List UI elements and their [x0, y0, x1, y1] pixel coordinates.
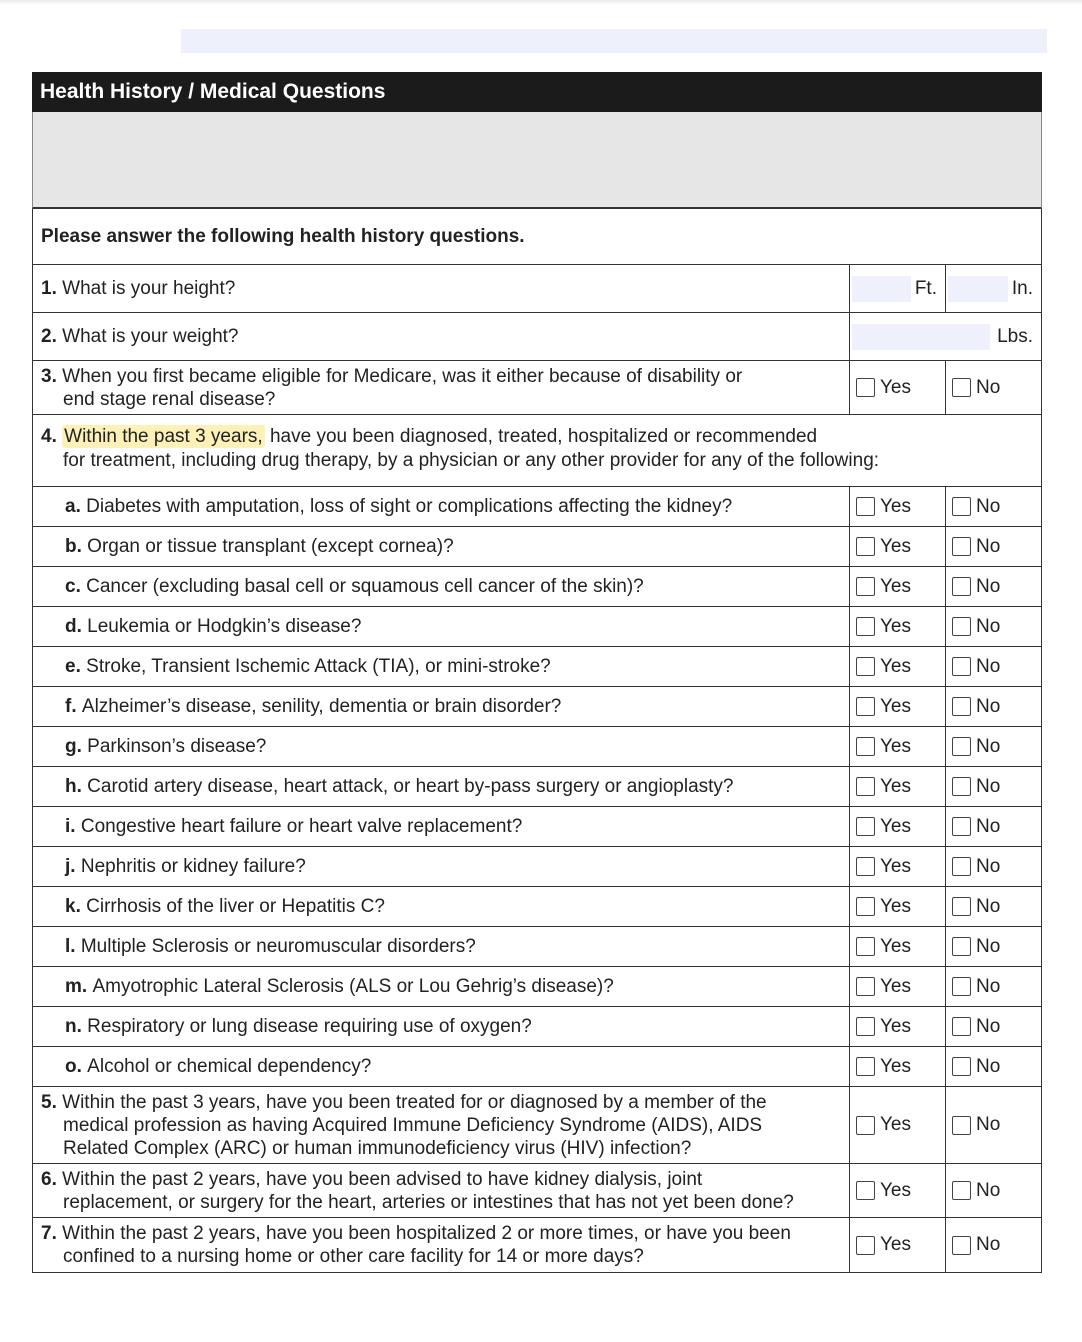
- question-6-number: 6.: [41, 1168, 57, 1190]
- subquestion-letter: e.: [65, 656, 81, 677]
- subquestion-letter: g.: [65, 736, 82, 757]
- subquestion-text: Respiratory or lung disease requiring use of oxygen?: [87, 1016, 532, 1037]
- no-label: No: [976, 655, 1001, 677]
- question-7-text-cont: confined to a nursing home or other care facility for 14 or more days?: [63, 1246, 644, 1267]
- checkbox-icon: [856, 777, 875, 796]
- page-top-edge: [0, 0, 1082, 5]
- inches-unit-label: In.: [1011, 277, 1033, 299]
- yes-cell: [849, 1007, 945, 1046]
- yes-label: Yes: [880, 495, 911, 517]
- no-checkbox[interactable]: [946, 656, 1000, 678]
- question-1: [33, 265, 849, 312]
- subquestion-text: Cancer (excluding basal cell or squamous cell cancer of the skin)?: [86, 576, 644, 597]
- yes-label: Yes: [880, 1015, 911, 1037]
- yes-checkbox[interactable]: [850, 616, 911, 638]
- subquestion-text: Multiple Sclerosis or neuromuscular disorders?: [80, 936, 476, 957]
- question-5-text-cont2: Related Complex (ARC) or human immunodeficiency virus (HIV) infection?: [63, 1137, 692, 1159]
- yes-checkbox[interactable]: [850, 936, 911, 958]
- subquestion-row: [32, 1007, 1042, 1047]
- subquestion: [33, 1047, 849, 1086]
- subquestion: [33, 527, 849, 566]
- no-checkbox[interactable]: [946, 1056, 1000, 1078]
- no-checkbox[interactable]: [946, 696, 1000, 718]
- question-5-row: [32, 1087, 1042, 1164]
- yes-label: Yes: [880, 935, 911, 957]
- yes-cell: [849, 607, 945, 646]
- no-cell: [945, 647, 1041, 686]
- no-label: No: [976, 535, 1001, 557]
- checkbox-icon: [952, 497, 971, 516]
- yes-checkbox[interactable]: [850, 896, 911, 918]
- yes-label: Yes: [880, 1114, 911, 1135]
- question-7-row: [32, 1218, 1042, 1273]
- no-cell: [945, 1007, 1041, 1046]
- yes-checkbox[interactable]: [850, 856, 911, 878]
- checkbox-icon: [856, 977, 875, 996]
- checkbox-icon: [856, 817, 875, 836]
- q6-no-cell: [945, 1164, 1041, 1217]
- checkbox-icon: [952, 378, 971, 397]
- subquestion-row: [32, 847, 1042, 887]
- checkbox-icon: [856, 937, 875, 956]
- checkbox-icon: [952, 537, 971, 556]
- no-checkbox[interactable]: [946, 536, 1000, 558]
- no-cell: [945, 927, 1041, 966]
- question-6: [33, 1164, 849, 1217]
- subquestion-letter: i.: [65, 816, 76, 837]
- checkbox-icon: [952, 1017, 971, 1036]
- yes-cell: [849, 1047, 945, 1086]
- q7-yes-checkbox[interactable]: [850, 1234, 911, 1256]
- subquestion-letter: a.: [65, 496, 81, 517]
- checkbox-icon: [952, 657, 971, 676]
- q3-no-checkbox[interactable]: [946, 377, 1000, 399]
- subquestion-row: [32, 647, 1042, 687]
- subquestion-letter: c.: [65, 576, 81, 597]
- question-4-subitems: [32, 487, 1042, 1087]
- checkbox-icon: [856, 1236, 875, 1255]
- checkbox-icon: [952, 577, 971, 596]
- yes-cell: [849, 967, 945, 1006]
- subquestion-row: [32, 567, 1042, 607]
- question-4-number: 4.: [41, 426, 57, 447]
- subquestion-text: Alzheimer’s disease, senility, dementia or brain disorder?: [81, 696, 562, 717]
- checkbox-icon: [952, 937, 971, 956]
- yes-checkbox[interactable]: [850, 736, 911, 758]
- subquestion-text: Congestive heart failure or heart valve replacement?: [80, 816, 523, 837]
- no-checkbox[interactable]: [946, 776, 1000, 798]
- checkbox-icon: [856, 537, 875, 556]
- no-label: No: [976, 615, 1001, 637]
- no-checkbox[interactable]: [946, 936, 1000, 958]
- checkbox-icon: [952, 737, 971, 756]
- yes-label: Yes: [880, 895, 911, 917]
- yes-checkbox[interactable]: [850, 776, 911, 798]
- yes-label: Yes: [880, 815, 911, 837]
- height-feet-input[interactable]: [852, 276, 911, 302]
- no-cell: [945, 1047, 1041, 1086]
- q6-no-checkbox[interactable]: [946, 1180, 1000, 1202]
- question-1-number: 1.: [41, 278, 57, 299]
- weight-input[interactable]: [852, 324, 990, 350]
- subquestion: [33, 607, 849, 646]
- question-4-row: [32, 415, 1042, 487]
- checkbox-icon: [952, 1181, 971, 1200]
- yes-label: Yes: [880, 1234, 911, 1255]
- yes-cell: [849, 847, 945, 886]
- no-checkbox[interactable]: [946, 616, 1000, 638]
- question-4-text: have you been diagnosed, treated, hospitalized or recommended: [264, 426, 818, 447]
- yes-label: Yes: [880, 535, 911, 557]
- yes-cell: [849, 727, 945, 766]
- subquestion: [33, 807, 849, 846]
- checkbox-icon: [952, 977, 971, 996]
- no-cell: [945, 847, 1041, 886]
- feet-unit-label: Ft.: [914, 277, 937, 299]
- no-label: No: [976, 815, 1001, 837]
- checkbox-icon: [856, 1116, 875, 1135]
- no-checkbox[interactable]: [946, 1016, 1000, 1038]
- checkbox-icon: [952, 1116, 971, 1135]
- no-cell: [945, 487, 1041, 526]
- yes-checkbox[interactable]: [850, 816, 911, 838]
- subquestion-letter: h.: [65, 776, 82, 797]
- subquestion-row: [32, 887, 1042, 927]
- q7-no-checkbox[interactable]: [946, 1234, 1000, 1256]
- yes-label: Yes: [880, 1179, 911, 1201]
- question-6-text-cont: replacement, or surgery for the heart, arteries or intestines that has not yet been done?: [63, 1191, 794, 1213]
- no-label: No: [976, 695, 1001, 717]
- yes-label: Yes: [880, 855, 911, 877]
- no-checkbox[interactable]: [946, 736, 1000, 758]
- question-7-text: Within the past 2 years, have you been hospitalized 2 or more times, or have you been: [62, 1223, 791, 1244]
- checkbox-icon: [856, 697, 875, 716]
- subquestion-letter: m.: [65, 976, 88, 997]
- checkbox-icon: [856, 1017, 875, 1036]
- subquestion-text: Parkinson’s disease?: [87, 736, 267, 757]
- yes-checkbox[interactable]: [850, 976, 911, 998]
- subquestion-row: [32, 727, 1042, 767]
- subquestion-letter: n.: [65, 1016, 82, 1037]
- no-cell: [945, 887, 1041, 926]
- no-label: No: [976, 935, 1001, 957]
- subquestion-text: Leukemia or Hodgkin’s disease?: [87, 616, 362, 637]
- q7-yes-cell: [849, 1218, 945, 1272]
- no-label: No: [976, 1015, 1001, 1037]
- question-4-highlight: Within the past 3 years,: [64, 426, 263, 447]
- subquestion-row: [32, 807, 1042, 847]
- question-3-text-cont: end stage renal disease?: [63, 388, 276, 410]
- question-7: [33, 1218, 849, 1272]
- checkbox-icon: [856, 1181, 875, 1200]
- yes-cell: [849, 567, 945, 606]
- yes-label: Yes: [880, 615, 911, 637]
- yes-cell: [849, 647, 945, 686]
- q5-no-checkbox[interactable]: [946, 1114, 1000, 1136]
- q6-yes-cell: [849, 1164, 945, 1217]
- checkbox-icon: [856, 577, 875, 596]
- height-inches-cell: [945, 265, 1041, 312]
- subquestion: [33, 1007, 849, 1046]
- checkbox-icon: [856, 737, 875, 756]
- subquestion-row: [32, 487, 1042, 527]
- no-label: No: [976, 1234, 1001, 1255]
- subquestion-row: [32, 927, 1042, 967]
- question-2-text: What is your weight?: [62, 326, 239, 347]
- yes-cell: [849, 807, 945, 846]
- no-label: No: [976, 575, 1001, 597]
- subquestion-row: [32, 527, 1042, 567]
- yes-label: Yes: [880, 376, 911, 398]
- yes-cell: [849, 927, 945, 966]
- no-label: No: [976, 735, 1001, 757]
- q5-yes-cell: [849, 1087, 945, 1163]
- subquestion: [33, 487, 849, 526]
- question-2-row: [32, 313, 1042, 361]
- no-label: No: [976, 1114, 1001, 1135]
- yes-checkbox[interactable]: [850, 536, 911, 558]
- question-5: [33, 1087, 849, 1163]
- yes-checkbox[interactable]: [850, 576, 911, 598]
- question-4-text-cont: for treatment, including drug therapy, by a physician or any other provider for any of the following:: [63, 450, 880, 471]
- subquestion-text: Amyotrophic Lateral Sclerosis (ALS or Lou Gehrig’s disease)?: [92, 976, 614, 997]
- yes-cell: [849, 487, 945, 526]
- subquestion-row: [32, 967, 1042, 1007]
- subquestion-letter: b.: [65, 536, 82, 557]
- instructions: Please answer the following health history questions.: [32, 209, 1042, 265]
- yes-checkbox[interactable]: [850, 656, 911, 678]
- no-cell: [945, 567, 1041, 606]
- question-7-number: 7.: [41, 1223, 57, 1244]
- yes-label: Yes: [880, 975, 911, 997]
- yes-label: Yes: [880, 775, 911, 797]
- no-label: No: [976, 975, 1001, 997]
- checkbox-icon: [856, 657, 875, 676]
- yes-checkbox[interactable]: [850, 1016, 911, 1038]
- no-label: No: [976, 376, 1001, 398]
- top-text-field[interactable]: [181, 29, 1047, 53]
- no-cell: [945, 687, 1041, 726]
- checkbox-icon: [952, 817, 971, 836]
- question-5-number: 5.: [41, 1091, 57, 1113]
- question-2: [33, 313, 849, 360]
- no-checkbox[interactable]: [946, 976, 1000, 998]
- subquestion-text: Stroke, Transient Ischemic Attack (TIA), or mini-stroke?: [86, 656, 551, 677]
- question-2-number: 2.: [41, 326, 57, 347]
- checkbox-icon: [952, 1057, 971, 1076]
- subquestion-text: Diabetes with amputation, loss of sight or complications affecting the kidney?: [86, 496, 733, 517]
- yes-cell: [849, 687, 945, 726]
- subquestion: [33, 567, 849, 606]
- yes-cell: [849, 767, 945, 806]
- subquestion: [33, 847, 849, 886]
- question-6-row: [32, 1164, 1042, 1218]
- checkbox-icon: [856, 497, 875, 516]
- subquestion-text: Nephritis or kidney failure?: [80, 856, 306, 877]
- subquestion-letter: k.: [65, 896, 81, 917]
- q5-yes-checkbox[interactable]: [850, 1114, 911, 1136]
- no-checkbox[interactable]: [946, 496, 1000, 518]
- weight-cell: [849, 313, 1041, 360]
- section-info-box: [32, 112, 1042, 209]
- no-checkbox[interactable]: [946, 856, 1000, 878]
- checkbox-icon: [952, 617, 971, 636]
- no-checkbox[interactable]: [946, 576, 1000, 598]
- question-3-row: [32, 361, 1042, 415]
- q5-no-cell: [945, 1087, 1041, 1163]
- health-history-form: [32, 72, 1042, 1273]
- no-cell: [945, 967, 1041, 1006]
- question-5-text-cont: medical profession as having Acquired Immune Deficiency Syndrome (AIDS), AIDS: [63, 1114, 763, 1136]
- subquestion-letter: f.: [65, 696, 77, 717]
- question-4: [33, 415, 887, 486]
- checkbox-icon: [856, 1057, 875, 1076]
- subquestion: [33, 927, 849, 966]
- yes-checkbox[interactable]: [850, 1056, 911, 1078]
- no-checkbox[interactable]: [946, 896, 1000, 918]
- subquestion-letter: o.: [65, 1056, 82, 1077]
- subquestion: [33, 767, 849, 806]
- yes-label: Yes: [880, 655, 911, 677]
- subquestion: [33, 727, 849, 766]
- yes-checkbox[interactable]: [850, 696, 911, 718]
- no-cell: [945, 767, 1041, 806]
- subquestion-text: Organ or tissue transplant (except cornea)?: [87, 536, 454, 557]
- subquestion-row: [32, 687, 1042, 727]
- checkbox-icon: [952, 777, 971, 796]
- yes-label: Yes: [880, 575, 911, 597]
- question-3: [33, 361, 849, 414]
- yes-cell: [849, 527, 945, 566]
- checkbox-icon: [952, 857, 971, 876]
- no-cell: [945, 607, 1041, 646]
- subquestion-row: [32, 767, 1042, 807]
- subquestion-text: Alcohol or chemical dependency?: [87, 1056, 372, 1077]
- no-label: No: [976, 855, 1001, 877]
- subquestion-letter: d.: [65, 616, 82, 637]
- pounds-unit-label: Lbs.: [997, 325, 1033, 347]
- q3-yes-cell: [849, 361, 945, 414]
- subquestion-text: Cirrhosis of the liver or Hepatitis C?: [86, 896, 385, 917]
- question-5-text: Within the past 3 years, have you been treated for or diagnosed by a member of the: [62, 1091, 767, 1113]
- subquestion: [33, 687, 849, 726]
- question-3-text: When you first became eligible for Medicare, was it either because of disability or: [62, 365, 743, 387]
- no-label: No: [976, 775, 1001, 797]
- subquestion-row: [32, 1047, 1042, 1087]
- yes-label: Yes: [880, 735, 911, 757]
- subquestion-text: Carotid artery disease, heart attack, or heart by-pass surgery or angioplasty?: [87, 776, 734, 797]
- no-checkbox[interactable]: [946, 816, 1000, 838]
- height-feet-cell: [849, 265, 945, 312]
- q6-yes-checkbox[interactable]: [850, 1180, 911, 1202]
- section-title: Health History / Medical Questions: [32, 72, 1042, 112]
- subquestion: [33, 647, 849, 686]
- no-cell: [945, 527, 1041, 566]
- no-label: No: [976, 495, 1001, 517]
- question-1-row: [32, 265, 1042, 313]
- subquestion-letter: l.: [65, 936, 76, 957]
- no-cell: [945, 727, 1041, 766]
- checkbox-icon: [952, 897, 971, 916]
- checkbox-icon: [952, 697, 971, 716]
- q7-no-cell: [945, 1218, 1041, 1272]
- no-label: No: [976, 1179, 1001, 1201]
- yes-cell: [849, 887, 945, 926]
- subquestion-row: [32, 607, 1042, 647]
- yes-label: Yes: [880, 695, 911, 717]
- question-6-text: Within the past 2 years, have you been advised to have kidney dialysis, joint: [62, 1168, 703, 1190]
- subquestion-letter: j.: [65, 856, 76, 877]
- q3-yes-checkbox[interactable]: [850, 377, 911, 399]
- yes-checkbox[interactable]: [850, 496, 911, 518]
- subquestion: [33, 967, 849, 1006]
- checkbox-icon: [952, 1236, 971, 1255]
- checkbox-icon: [856, 378, 875, 397]
- question-3-number: 3.: [41, 365, 57, 387]
- q3-no-cell: [945, 361, 1041, 414]
- height-inches-input[interactable]: [948, 276, 1008, 302]
- no-label: No: [976, 1055, 1001, 1077]
- checkbox-icon: [856, 897, 875, 916]
- no-label: No: [976, 895, 1001, 917]
- no-cell: [945, 807, 1041, 846]
- question-1-text: What is your height?: [62, 278, 236, 299]
- yes-label: Yes: [880, 1055, 911, 1077]
- checkbox-icon: [856, 617, 875, 636]
- checkbox-icon: [856, 857, 875, 876]
- subquestion: [33, 887, 849, 926]
